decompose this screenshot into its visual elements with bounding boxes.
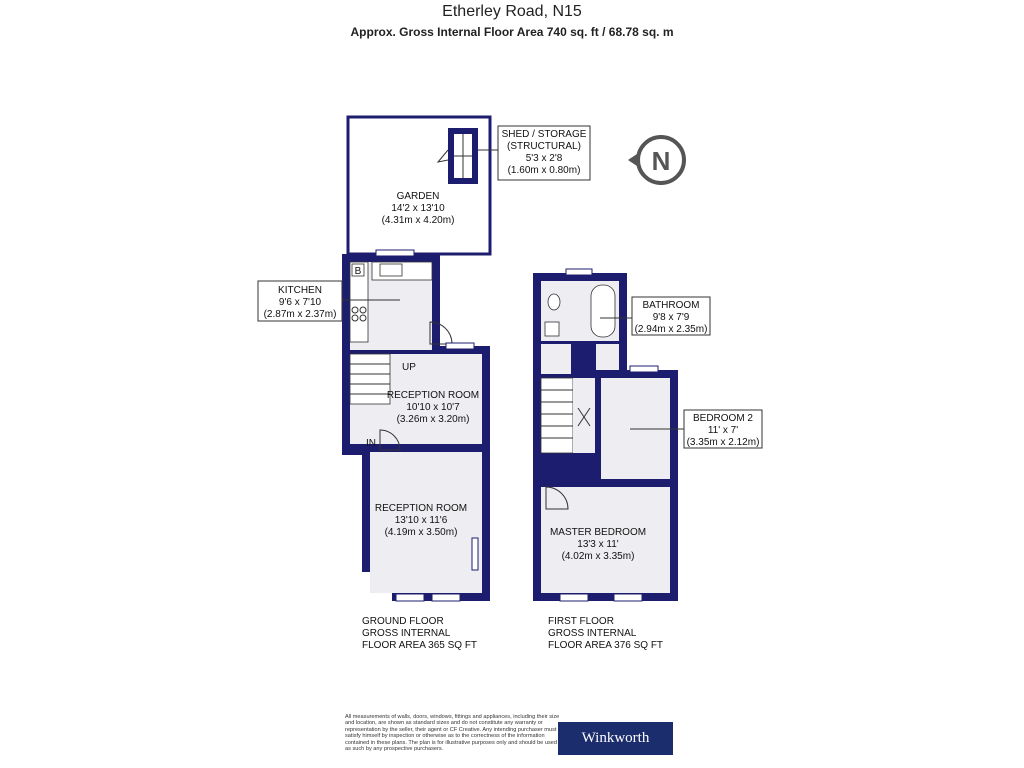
- shed-name-2: (STRUCTURAL): [507, 141, 581, 152]
- bedroom-2-window: [630, 366, 658, 372]
- reception-2-imperial: 13'10 x 11'6: [394, 515, 448, 526]
- shed-imperial: 5'3 x 2'8: [525, 153, 563, 164]
- shed-name: SHED / STORAGE: [501, 129, 587, 140]
- disclaimer-text: All measurements of walls, doors, windows, fittings and appliances, including their size and location, are shown as standard sizes and do not constitute any warranty or representation by the seller, their agent or CF Creative. Any intending purchaser must satisfy himself by inspection or otherwise as to the correctness of the information contained in these plans. The plan is for illustrative purposes only and should be used as such by any prospective purchasers.: [345, 714, 560, 753]
- reception-1-name: RECEPTION ROOM: [386, 390, 480, 401]
- shower-area: [541, 344, 571, 374]
- ground-floor-title: GROUND FLOOR: [362, 616, 444, 627]
- landing-cupboard: [596, 344, 619, 370]
- first-floor-line2: GROSS INTERNAL: [548, 628, 637, 639]
- first-floor-title: FIRST FLOOR: [548, 616, 614, 627]
- master-bedroom-imperial: 13'3 x 11': [577, 539, 619, 550]
- toilet-icon: [548, 294, 560, 310]
- kitchen-metric: (2.87m x 2.37m): [263, 309, 337, 320]
- kitchen-name: KITCHEN: [278, 285, 322, 296]
- ground-stairs: [350, 354, 390, 404]
- stairs-up-label: UP: [402, 362, 416, 373]
- page-subtitle: Approx. Gross Internal Floor Area 740 sq. ft / 68.78 sq. m: [350, 25, 674, 39]
- bedroom-2-metric: (3.35m x 2.12m): [686, 437, 760, 448]
- ground-floor-line2: GROSS INTERNAL: [362, 628, 451, 639]
- reception-1-window: [446, 343, 474, 349]
- master-bedroom-name: MASTER BEDROOM: [549, 527, 647, 538]
- first-stairs: [541, 378, 573, 453]
- reception-2-window-right: [432, 594, 460, 601]
- master-bedroom-metric: (4.02m x 3.35m): [561, 551, 635, 562]
- garden-imperial: 14'2 x 13'10: [391, 203, 445, 214]
- bath-icon: [591, 285, 615, 337]
- bedroom-2-imperial: 11' x 7': [707, 425, 739, 436]
- bathroom-imperial: 9'8 x 7'9: [652, 312, 690, 323]
- entrance-in-label: IN: [366, 438, 376, 449]
- ground-floor-area: FLOOR AREA 365 SQ FT: [362, 640, 478, 651]
- garden-name: GARDEN: [396, 191, 440, 202]
- master-window-left: [560, 594, 588, 601]
- master-window-right: [614, 594, 642, 601]
- bathroom-metric: (2.94m x 2.35m): [634, 324, 708, 335]
- page-title: Etherley Road, N15: [442, 3, 582, 20]
- first-floor-area: FLOOR AREA 376 SQ FT: [548, 640, 664, 651]
- reception-2-name: RECEPTION ROOM: [374, 503, 468, 514]
- shed-metric: (1.60m x 0.80m): [507, 165, 581, 176]
- kitchen-imperial: 9'6 x 7'10: [278, 297, 322, 308]
- bathroom-name: BATHROOM: [642, 300, 700, 311]
- garden-metric: (4.31m x 4.20m): [381, 215, 455, 226]
- reception-2-side-window: [472, 538, 478, 570]
- kitchen-window: [376, 250, 414, 256]
- basin-icon: [545, 322, 559, 336]
- boiler-label: B: [354, 266, 362, 277]
- compass-letter: N: [651, 146, 671, 176]
- reception-1-imperial: 10'10 x 10'7: [406, 402, 460, 413]
- landing: [573, 378, 595, 453]
- reception-1-metric: (3.26m x 3.20m): [396, 414, 470, 425]
- reception-2-metric: (4.19m x 3.50m): [384, 527, 458, 538]
- reception-2-window-left: [396, 594, 424, 601]
- brand-logo: Winkworth: [558, 722, 673, 755]
- bedroom-2-name: BEDROOM 2: [692, 413, 754, 424]
- bathroom-window: [566, 269, 592, 275]
- compass-icon: [628, 137, 684, 183]
